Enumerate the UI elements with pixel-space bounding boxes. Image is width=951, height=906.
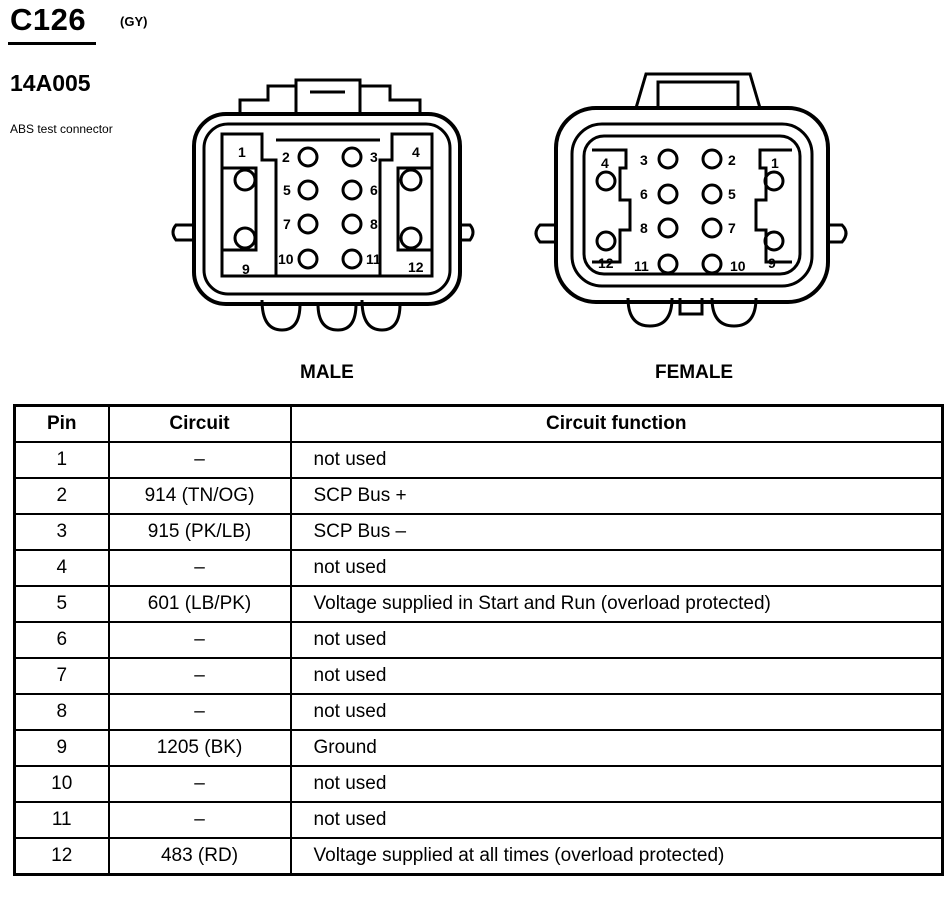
female-pin-label: 1 bbox=[771, 155, 779, 171]
table-row bbox=[15, 694, 943, 730]
male-pin-labels bbox=[238, 144, 424, 277]
connector-color: (GY) bbox=[120, 14, 148, 29]
male-pin-label: 10 bbox=[278, 251, 294, 267]
pin-cell: 7 bbox=[15, 658, 109, 694]
table-row bbox=[15, 766, 943, 802]
circuit-function-cell: not used bbox=[291, 694, 943, 730]
circuit-cell: – bbox=[109, 766, 291, 802]
circuit-function-cell: not used bbox=[291, 550, 943, 586]
circuit-cell: – bbox=[109, 622, 291, 658]
circuit-cell: – bbox=[109, 658, 291, 694]
male-pin-label: 7 bbox=[283, 216, 291, 232]
table-row bbox=[15, 514, 943, 550]
circuit-cell: 914 (TN/OG) bbox=[109, 478, 291, 514]
column-header-circuit: Circuit bbox=[109, 406, 291, 443]
connector-description: ABS test connector bbox=[10, 122, 113, 136]
circuit-cell: 483 (RD) bbox=[109, 838, 291, 875]
male-label: MALE bbox=[300, 362, 354, 383]
male-pin-label: 2 bbox=[282, 149, 290, 165]
pin-cell: 2 bbox=[15, 478, 109, 514]
male-pin-label: 3 bbox=[370, 149, 378, 165]
female-label: FEMALE bbox=[655, 362, 734, 383]
circuit-function-cell: SCP Bus + bbox=[291, 478, 943, 514]
pin-cell: 11 bbox=[15, 802, 109, 838]
circuit-function-cell: Ground bbox=[291, 730, 943, 766]
female-pin-label: 7 bbox=[728, 220, 736, 236]
pin-cell: 12 bbox=[15, 838, 109, 875]
table-row bbox=[15, 802, 943, 838]
table-row bbox=[15, 730, 943, 766]
circuit-function-cell: Voltage supplied in Start and Run (overload protected) bbox=[291, 586, 943, 622]
circuit-function-cell: not used bbox=[291, 658, 943, 694]
circuit-cell: 915 (PK/LB) bbox=[109, 514, 291, 550]
female-pin-label: 4 bbox=[601, 155, 609, 171]
connector-diagrams bbox=[0, 0, 951, 400]
circuit-cell: – bbox=[109, 442, 291, 478]
female-pin-label: 5 bbox=[728, 186, 736, 202]
female-pin-label: 3 bbox=[640, 152, 648, 168]
column-header-pin: Pin bbox=[15, 406, 109, 443]
part-number: 14A005 bbox=[10, 70, 91, 96]
circuit-cell: – bbox=[109, 550, 291, 586]
male-pin-label: 5 bbox=[283, 182, 291, 198]
table-header-row bbox=[15, 406, 943, 443]
table-row bbox=[15, 622, 943, 658]
male-connector-drawing bbox=[173, 80, 473, 330]
circuit-function-cell: not used bbox=[291, 802, 943, 838]
pin-cell: 10 bbox=[15, 766, 109, 802]
circuit-function-cell: not used bbox=[291, 766, 943, 802]
circuit-cell: – bbox=[109, 802, 291, 838]
male-pin-label: 6 bbox=[370, 182, 378, 198]
male-pin-label: 11 bbox=[366, 251, 381, 267]
male-pin-label: 8 bbox=[370, 216, 378, 232]
circuit-function-cell: not used bbox=[291, 442, 943, 478]
female-pin-label: 8 bbox=[640, 220, 648, 236]
female-pin-label: 10 bbox=[730, 258, 746, 274]
male-pin-label: 4 bbox=[412, 144, 420, 160]
pin-cell: 3 bbox=[15, 514, 109, 550]
female-pin-label: 11 bbox=[634, 258, 649, 274]
circuit-cell: – bbox=[109, 694, 291, 730]
female-connector-drawing bbox=[536, 74, 846, 326]
female-pin-labels bbox=[598, 152, 779, 274]
column-header-circuit-function: Circuit function bbox=[291, 406, 943, 443]
pin-cell: 9 bbox=[15, 730, 109, 766]
pin-cell: 8 bbox=[15, 694, 109, 730]
table-body bbox=[15, 442, 943, 875]
pin-cell: 4 bbox=[15, 550, 109, 586]
pin-cell: 1 bbox=[15, 442, 109, 478]
female-pin-label: 12 bbox=[598, 255, 614, 271]
circuit-function-cell: SCP Bus – bbox=[291, 514, 943, 550]
circuit-cell: 1205 (BK) bbox=[109, 730, 291, 766]
pin-cell: 6 bbox=[15, 622, 109, 658]
male-pins bbox=[235, 148, 421, 268]
table-row bbox=[15, 478, 943, 514]
pin-cell: 5 bbox=[15, 586, 109, 622]
pinout-table bbox=[13, 404, 944, 876]
circuit-function-cell: Voltage supplied at all times (overload protected) bbox=[291, 838, 943, 875]
male-pin-label: 12 bbox=[408, 259, 424, 275]
table-row bbox=[15, 550, 943, 586]
table-row bbox=[15, 586, 943, 622]
male-pin-label: 9 bbox=[242, 261, 250, 277]
circuit-function-cell: not used bbox=[291, 622, 943, 658]
female-pin-label: 2 bbox=[728, 152, 736, 168]
table-row bbox=[15, 838, 943, 875]
female-pin-label: 6 bbox=[640, 186, 648, 202]
female-pin-label: 9 bbox=[768, 255, 776, 271]
table-row bbox=[15, 442, 943, 478]
male-pin-label: 1 bbox=[238, 144, 246, 160]
circuit-cell: 601 (LB/PK) bbox=[109, 586, 291, 622]
table-row bbox=[15, 658, 943, 694]
connector-code: C126 bbox=[10, 2, 87, 37]
